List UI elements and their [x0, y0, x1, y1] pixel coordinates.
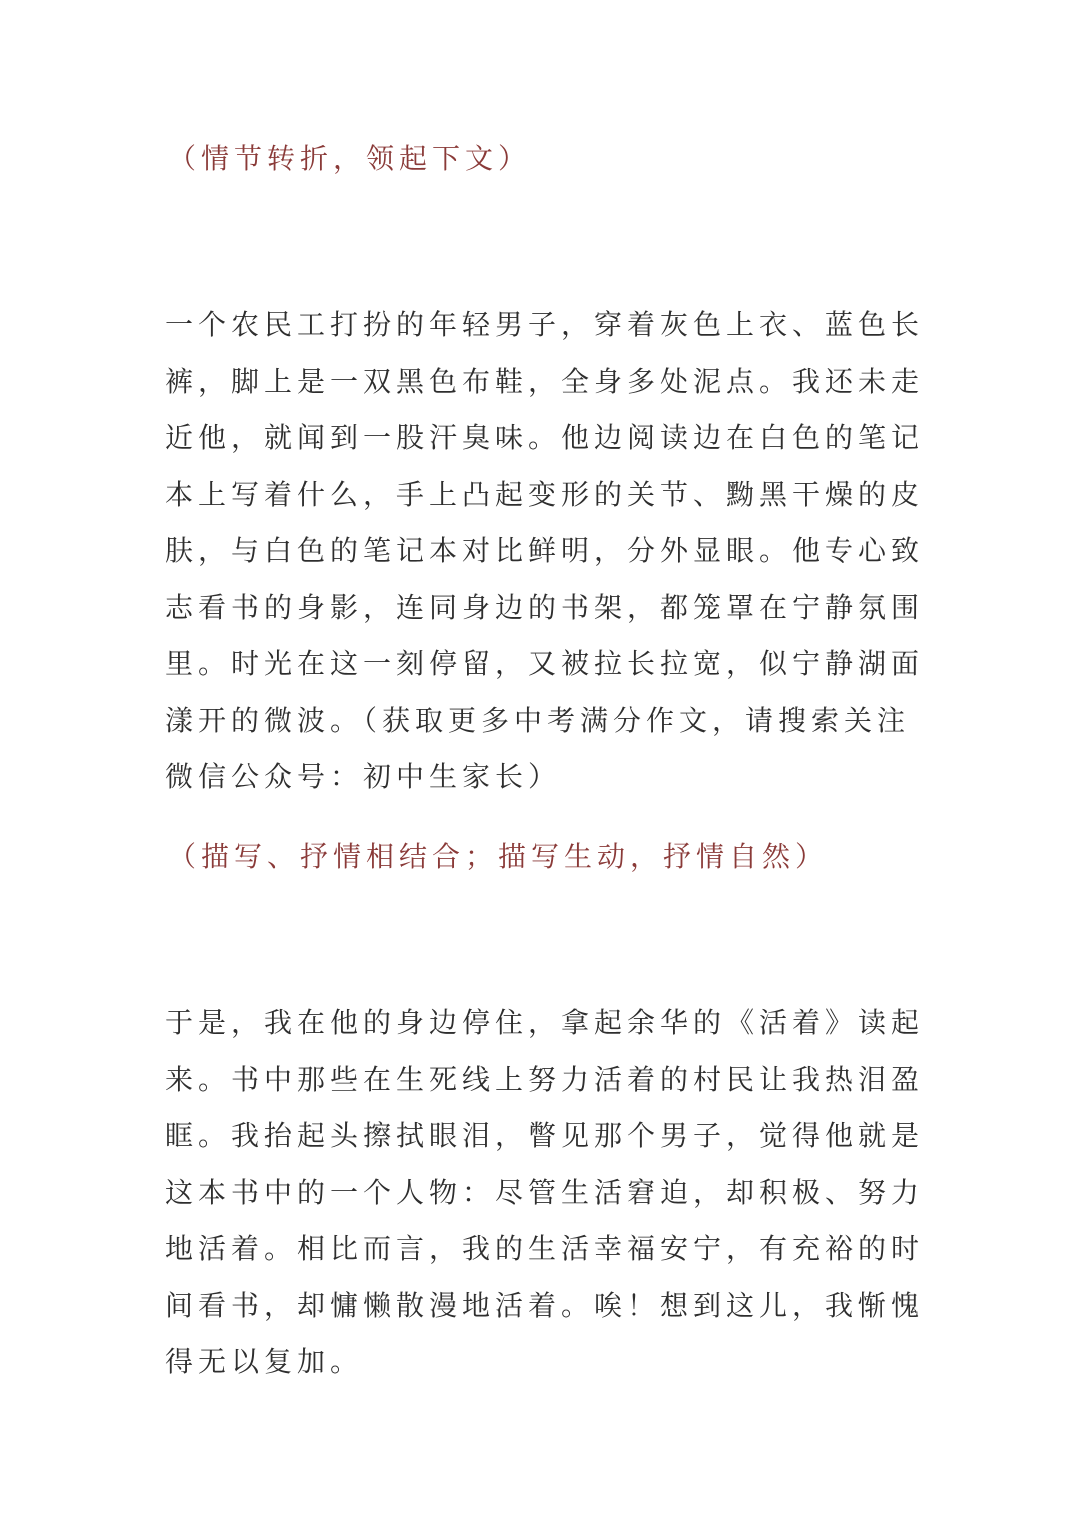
paragraph-line: 裤，脚上是一双黑色布鞋，全身多处泥点。我还未走: [165, 364, 925, 398]
paragraph-line: 这本书中的一个人物：尽管生活窘迫，却积极、努力: [165, 1175, 925, 1209]
paragraph-line: 微信公众号：初中生家长）: [165, 760, 562, 793]
annotation-description-lyric: （描写、抒情相结合；描写生动，抒情自然）: [168, 840, 829, 873]
paragraph-line: 来。书中那些在生死线上努力活着的村民让我热泪盈: [165, 1062, 925, 1096]
paragraph-line: 志看书的身影，连同身边的书架，都笼罩在宁静氛围: [165, 590, 925, 624]
paragraph-line: 眶。我抬起头擦拭眼泪，瞥见那个男子，觉得他就是: [165, 1119, 925, 1152]
paragraph-line: 一个农民工打扮的年轻男子，穿着灰色上衣、蓝色长: [165, 308, 925, 341]
paragraph-migrant-worker: [165, 297, 925, 806]
paragraph-line: 于是，我在他的身边停住，拿起余华的《活着》读起: [165, 1006, 925, 1039]
paragraph-line: 近他，就闻到一股汗臭味。他边阅读边在白色的笔记: [165, 421, 925, 454]
paragraph-line: 本上写着什么，手上凸起变形的关节、黝黑干燥的皮: [165, 477, 925, 511]
paragraph-reading-to-live: [165, 995, 925, 1391]
paragraph-line: 肤，与白色的笔记本对比鲜明，分外显眼。他专心致: [165, 534, 925, 567]
annotation-plot-turn: （情节转折，领起下文）: [168, 142, 532, 175]
paragraph-line: 得无以复加。: [165, 1345, 364, 1378]
paragraph-line: 漾开的微波。（获取更多中考满分作文，请搜索关注: [165, 703, 911, 737]
paragraph-line: 间看书，却慵懒散漫地活着。唉！想到这儿，我惭愧: [165, 1288, 925, 1322]
paragraph-line: 地活着。相比而言，我的生活幸福安宁，有充裕的时: [165, 1232, 925, 1265]
paragraph-line: 里。时光在这一刻停留，又被拉长拉宽，似宁静湖面: [165, 647, 925, 680]
